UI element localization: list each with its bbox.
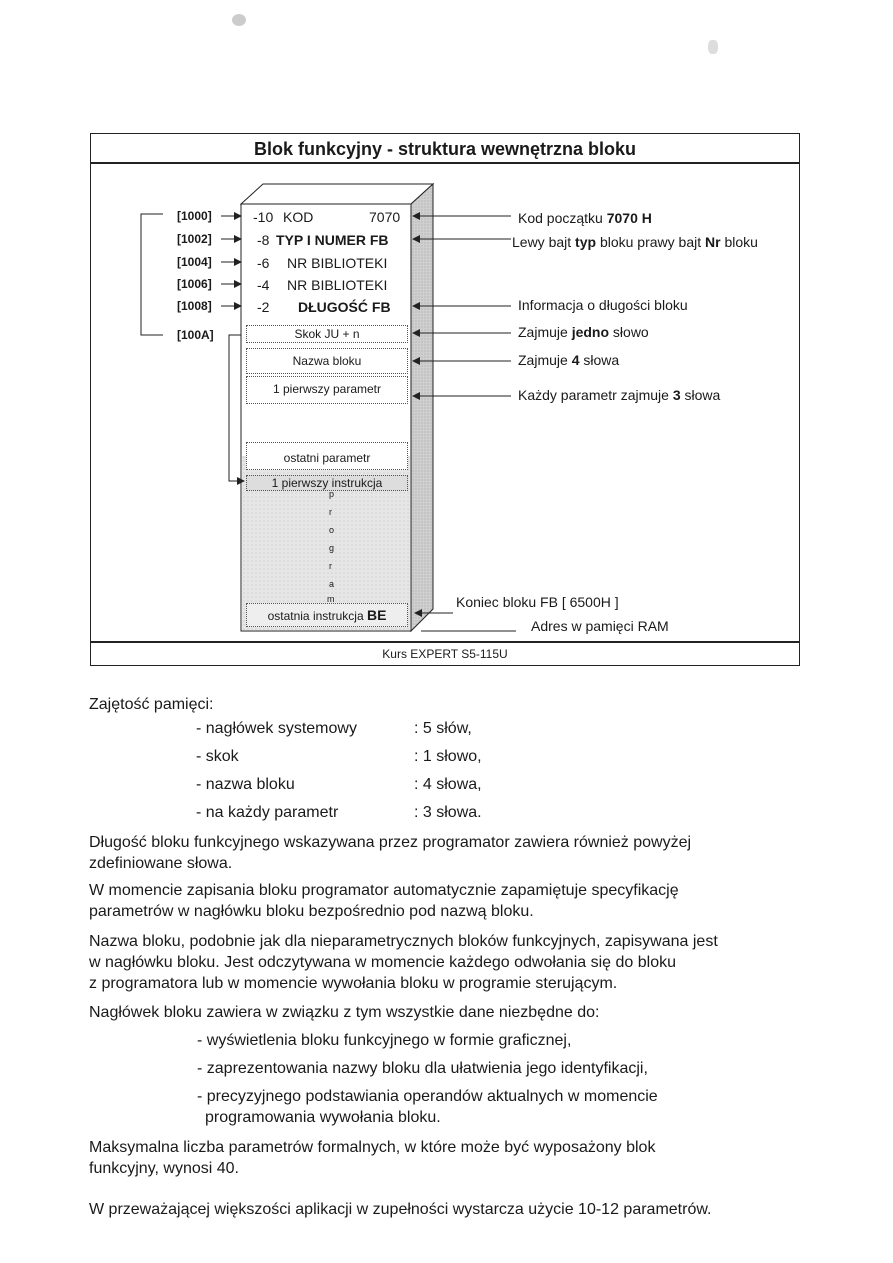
address-1008: [1008]	[177, 299, 212, 313]
note-jump	[518, 324, 649, 340]
figure-footer: Kurs EXPERT S5-115U	[91, 641, 799, 665]
scan-speck	[232, 14, 246, 26]
program-letter: r	[329, 507, 332, 517]
note-bold: 4	[571, 352, 580, 368]
note-bold: 3	[672, 387, 681, 403]
program-letter: m	[327, 594, 335, 604]
cell-first-instruction: 1 pierwszy instrukcja	[246, 475, 408, 491]
address-100a: [100A]	[177, 328, 214, 342]
note-text: Każdy parametr zajmuje	[518, 387, 669, 403]
note-text: bloku	[724, 234, 758, 250]
address-1006: [1006]	[177, 277, 212, 291]
program-letter: a	[329, 579, 335, 589]
note-type-number	[512, 234, 758, 250]
header-label-length: DŁUGOŚĆ FB	[298, 299, 391, 315]
paragraph-line: z programatora lub w momencie wywołania bloku w programie sterującym.	[89, 975, 618, 992]
bullet-continuation: programowania wywołania bloku.	[205, 1109, 441, 1126]
note-name	[518, 352, 619, 368]
memory-item-value: : 4 słowa,	[414, 776, 482, 793]
cell-jump: Skok JU + n	[246, 325, 408, 343]
program-letter: g	[329, 543, 335, 553]
header-offset: -6	[257, 255, 270, 271]
note-bold: typ	[575, 234, 597, 250]
header-label-kod: KOD	[283, 209, 314, 225]
program-letter: o	[329, 525, 335, 535]
cell-block-name: Nazwa bloku	[246, 348, 408, 374]
header-label-type: TYP I NUMER FB	[276, 232, 389, 248]
last-instruction-label: ostatnia instrukcja	[267, 609, 364, 623]
note-text: słowo	[612, 324, 649, 340]
paragraph-header: Nagłówek bloku zawiera w związku z tym wszystkie dane niezbędne do:	[89, 1004, 600, 1021]
figure-frame	[90, 133, 800, 666]
header-value-kod: 7070	[369, 209, 401, 225]
paragraph-majority: W przeważającej większości aplikacji w zupełności wystarcza użycie 10-12 parametrów.	[89, 1201, 712, 1218]
memory-item-label: - skok	[196, 748, 239, 765]
figure-title: Blok funkcyjny - struktura wewnętrzna bloku	[91, 134, 799, 164]
note-text: Kod początku	[518, 210, 603, 226]
paragraph-line: Nazwa bloku, podobnie jak dla nieparametrycznych bloków funkcyjnych, zapisywana jest	[89, 933, 718, 950]
address-1000: [1000]	[177, 209, 212, 223]
bullet-item: - wyświetlenia bloku funkcyjnego w formie graficznej,	[197, 1032, 572, 1049]
note-text: Lewy bajt	[512, 234, 572, 250]
note-ram-address: Adres w pamięci RAM	[531, 618, 669, 634]
scan-speck	[708, 40, 718, 54]
address-1002: [1002]	[177, 232, 212, 246]
memory-heading: Zajętość pamięci:	[89, 696, 214, 713]
note-text: słowa	[583, 352, 620, 368]
address-1004: [1004]	[177, 255, 212, 269]
header-offset: -8	[257, 232, 270, 248]
program-letter: r	[329, 561, 332, 571]
paragraph-max-params	[89, 1137, 655, 1179]
paragraph-length	[89, 832, 691, 874]
memory-item-label: - nagłówek systemowy	[196, 720, 357, 737]
last-instruction-be: BE	[366, 607, 387, 623]
memory-item-label: - nazwa bloku	[196, 776, 295, 793]
note-start-code	[518, 210, 652, 226]
header-offset: -4	[257, 277, 270, 293]
note-bold: Nr	[705, 234, 721, 250]
paragraph-line: parametrów w nagłówku bloku bezpośrednio pod nazwą bloku.	[89, 903, 534, 920]
paragraph-line: Maksymalna liczba parametrów formalnych, w które może być wyposażony blok	[89, 1139, 656, 1156]
note-text: Zajmuje	[518, 324, 568, 340]
note-block-end: Koniec bloku FB [ 6500H ]	[456, 594, 619, 610]
paragraph-line: funkcyjny, wynosi 40.	[89, 1160, 239, 1177]
header-offset: -10	[253, 209, 274, 225]
block-side-face	[411, 184, 433, 631]
paragraph-line: zdefiniowane słowa.	[89, 855, 233, 872]
paragraph-line: W momencie zapisania bloku programator automatycznie zapamiętuje specyfikację	[89, 882, 679, 899]
cell-last-param: ostatni parametr	[246, 442, 408, 470]
note-bold: 7070 H	[606, 210, 652, 226]
bullet-line: - precyzyjnego podstawiania operandów aktualnych w momencie	[197, 1088, 658, 1105]
address-bracket	[141, 214, 163, 335]
memory-item-value: : 1 słowo,	[414, 748, 482, 765]
note-bold: jedno	[571, 324, 610, 340]
note-length: Informacja o długości bloku	[518, 297, 688, 313]
note-params	[518, 387, 720, 403]
memory-item-value: : 5 słów,	[414, 720, 472, 737]
note-text: słowa	[684, 387, 721, 403]
note-text: Zajmuje	[518, 352, 568, 368]
cell-last-instruction	[246, 603, 408, 627]
paragraph-line: w nagłówku bloku. Jest odczytywana w momencie każdego odwołania się do bloku	[89, 954, 676, 971]
memory-item-value: : 3 słowa.	[414, 804, 482, 821]
paragraph-line: Długość bloku funkcyjnego wskazywana przez programator zawiera również powyżej	[89, 834, 692, 851]
header-offset: -2	[257, 299, 270, 315]
header-label-library: NR BIBLIOTEKI	[287, 255, 388, 271]
header-label-library: NR BIBLIOTEKI	[287, 277, 388, 293]
bullet-item	[197, 1086, 757, 1128]
cell-first-param: 1 pierwszy parametr	[246, 376, 408, 404]
note-text: bloku prawy bajt	[599, 234, 702, 250]
block-top-face	[241, 184, 433, 204]
memory-item-label: - na każdy parametr	[196, 804, 339, 821]
paragraph-name	[89, 931, 718, 994]
bullet-item: - zaprezentowania nazwy bloku dla ułatwienia jego identyfikacji,	[197, 1060, 648, 1077]
program-letter: p	[329, 489, 335, 499]
paragraph-save	[89, 880, 679, 922]
